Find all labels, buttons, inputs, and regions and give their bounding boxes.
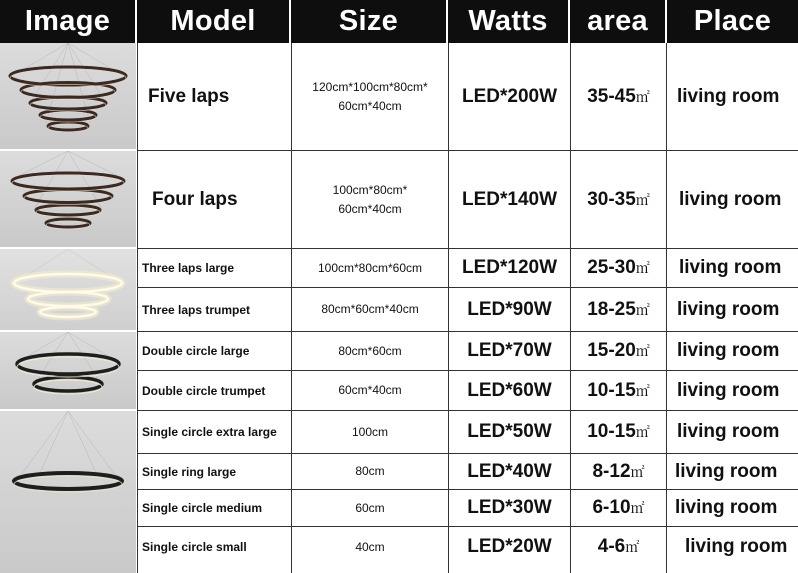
row-model: Single circle extra large: [142, 425, 277, 439]
size-line: 100cm: [351, 424, 389, 439]
row-size: [292, 454, 448, 489]
row-model: Three laps large: [142, 261, 235, 275]
row-area: [571, 371, 666, 410]
row-size: [292, 371, 448, 410]
five-rings-chandelier-image: [0, 43, 136, 150]
size-line: 80cm: [355, 464, 385, 478]
row-place: living room: [675, 460, 778, 482]
area-value: 25-30: [587, 257, 636, 278]
header-area: area: [570, 0, 667, 43]
area-unit: ㎡: [635, 382, 650, 399]
row-place: living room: [677, 421, 780, 442]
area-value: 8-12: [592, 460, 631, 482]
size-line: 60cm*40cm: [338, 99, 402, 113]
two-rings-chandelier-image: [0, 332, 136, 410]
row-place: living room: [677, 340, 780, 361]
row-area: [571, 44, 666, 150]
single-ring-chandelier-image: [0, 411, 136, 573]
row-place: living room: [679, 257, 782, 278]
area-unit: ㎡: [635, 89, 650, 105]
area-unit: ㎡: [630, 463, 645, 480]
size-line: 60cm: [355, 500, 385, 515]
area-value: 35-45: [587, 86, 636, 107]
row-model: Double circle large: [142, 344, 250, 358]
row-watts: LED*70W: [467, 340, 552, 361]
area-unit: ㎡: [635, 301, 650, 318]
row-place: living room: [677, 379, 780, 401]
area-unit: ㎡: [625, 539, 640, 555]
row-model: Single ring large: [142, 464, 237, 479]
row-size: [292, 288, 448, 331]
row-model: Four laps: [152, 188, 238, 210]
size-line: 120cm*100cm*80cm*: [312, 80, 428, 94]
size-line: 80cm*60cm: [338, 343, 402, 358]
size-line: 80cm*60cm*40cm: [321, 302, 419, 316]
row-watts: LED*20W: [467, 536, 552, 557]
row-size: [292, 151, 448, 248]
area-value: 10-15: [587, 379, 636, 401]
row-place: living room: [677, 86, 780, 107]
row-place: living room: [685, 536, 788, 557]
row-watts: LED*200W: [461, 86, 558, 107]
row-area: [571, 411, 666, 453]
row-model: Five laps: [148, 86, 230, 107]
area-value: 10-15: [587, 421, 636, 442]
row-watts: LED*90W: [467, 298, 552, 320]
area-unit: ㎡: [630, 500, 645, 516]
row-watts: LED*140W: [461, 188, 558, 210]
row-area: [571, 288, 666, 331]
area-value: 18-25: [587, 298, 636, 320]
area-unit: ㎡: [635, 260, 650, 276]
row-area: [571, 454, 666, 489]
area-unit: ㎡: [635, 424, 650, 440]
size-line: 40cm: [355, 539, 385, 554]
row-area: [571, 151, 666, 248]
row-model: Double circle trumpet: [142, 383, 266, 398]
area-value: 30-35: [587, 188, 636, 210]
four-rings-chandelier-image: [0, 151, 136, 248]
row-area: [571, 490, 666, 526]
row-watts: LED*50W: [467, 421, 552, 442]
area-unit: ㎡: [635, 343, 650, 359]
row-size: [292, 332, 448, 370]
row-area: [571, 249, 666, 287]
size-line: 60cm*40cm: [338, 383, 402, 397]
row-watts: LED*60W: [467, 379, 552, 401]
size-line: 100cm*80cm*60cm: [317, 260, 423, 275]
row-model: Single circle medium: [142, 501, 263, 515]
header-image: Image: [0, 0, 137, 43]
table-header: [0, 0, 798, 43]
row-size: [292, 44, 448, 150]
row-size: [292, 490, 448, 526]
row-size: [292, 249, 448, 287]
area-unit: ㎡: [635, 191, 650, 208]
header-size: Size: [291, 0, 448, 43]
row-area: [571, 527, 666, 567]
row-watts: LED*120W: [461, 257, 558, 278]
row-place: living room: [679, 188, 782, 210]
row-size: [292, 527, 448, 567]
header-model: Model: [137, 0, 291, 43]
row-watts: LED*40W: [467, 460, 552, 482]
area-value: 4-6: [597, 536, 626, 557]
header-place: Place: [667, 0, 798, 43]
area-value: 15-20: [587, 340, 636, 361]
size-line: 100cm*80cm*: [332, 182, 408, 197]
row-model: Three laps trumpet: [142, 302, 251, 317]
row-place: living room: [677, 298, 780, 320]
row-model: Single circle small: [142, 540, 247, 554]
area-value: 6-10: [592, 497, 631, 518]
row-size: [292, 411, 448, 453]
row-area: [571, 332, 666, 370]
size-line: 60cm*40cm: [338, 201, 402, 216]
three-rings-chandelier-image: [0, 249, 136, 331]
row-place: living room: [675, 497, 778, 518]
header-watts: Watts: [448, 0, 570, 43]
row-watts: LED*30W: [467, 497, 552, 518]
